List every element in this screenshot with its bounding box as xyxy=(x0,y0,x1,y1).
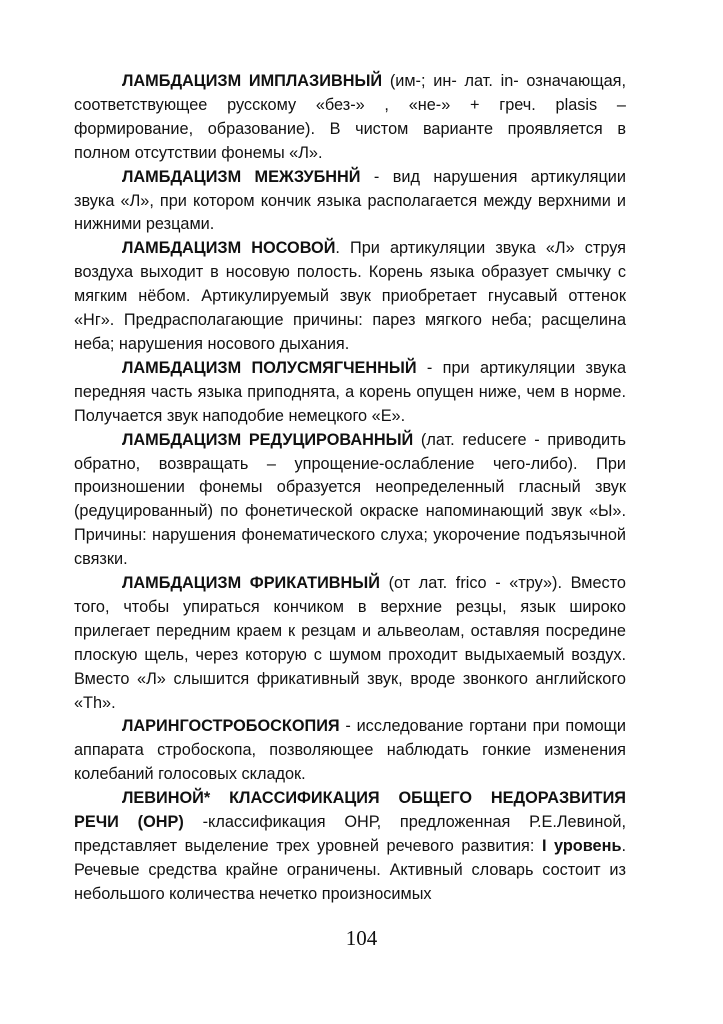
entry-levina-classification xyxy=(74,787,626,907)
entry-lambdacism-interdental xyxy=(74,166,626,238)
entry-term: ЛАМБДАЦИЗМ ПОЛУСМЯГЧЕННЫЙ xyxy=(122,358,417,377)
entry-laryngostroboscopy xyxy=(74,715,626,787)
entry-lambdacism-reduced xyxy=(74,429,626,572)
entry-definition: (им-; ин- лат. in- означающая, соответствующее русскому «без-» , «не-» + греч. plasis – формирование, образование). В чистом варианте проявляется в полном отсутствии фонемы «Л». xyxy=(74,72,626,162)
entry-term: ЛАМБДАЦИЗМ МЕЖЗУБННЙ xyxy=(122,167,361,186)
entry-term: ЛАМБДАЦИЗМ ИМПЛАЗИВНЫЙ xyxy=(122,72,383,90)
entry-definition: . При артикуляции звука «Л» струя воздуха выходит в носовую полость. Корень языка образует смычку с мягким нёбом. Артикулируемый звук приобретает гнусавый оттенок «Нг». Предрасполагающие причины: парез мягкого неба; расщелина неба; нарушения носового дыхания. xyxy=(74,239,626,353)
entry-lambdacism-implosive xyxy=(74,70,626,166)
entry-lambdacism-fricative xyxy=(74,572,626,715)
entry-term: ЛЕВИНОЙ* КЛАССИФИКАЦИЯ ОБЩЕГО НЕДОРАЗВИТИЯ РЕЧИ (ОНР) xyxy=(74,789,626,832)
entry-term: ЛАМБДАЦИЗМ РЕДУЦИРОВАННЫЙ xyxy=(122,430,414,449)
entry-definition: (от лат. frico - «тру»). Вместо того, чтобы упираться кончиком в верхние резцы, язык широко прилегает передним краем к резцам и альвеолам, оставляя посредине плоскую щель, через которую с шумом проходит выдыхаемый воздух. Вместо «Л» слышится фрикативный звук, вроде звонкого английского «Th». xyxy=(74,574,626,712)
entry-lambdacism-nasal xyxy=(74,237,626,357)
entry-term: ЛАМБДАЦИЗМ ФРИКАТИВНЫЙ xyxy=(122,574,380,593)
entry-definition-continued: . Речевые средства крайне ограничены. Активный словарь состоит из небольшого количества нечетко произносимых xyxy=(74,837,626,903)
entry-lambdacism-semisoftened xyxy=(74,357,626,429)
entry-definition: (лат. reducere - приводить обратно, возвращать – упрощение-ослабление чего-либо). При произношении фонемы образуется неопределенный гласный звук (редуцированный) по фонетической окраске напоминающий звук «Ы». Причины: нарушения фонематического слуха; укорочение подъязычной связки. xyxy=(74,430,627,569)
entry-term: ЛАРИНГОСТРОБОСКОПИЯ xyxy=(122,717,340,736)
document-body xyxy=(74,70,626,907)
entry-definition: - исследование гортани при помощи аппарата стробоскопа, позволяющее наблюдать гонкие изменения колебаний голосовых складок. xyxy=(74,717,626,784)
entry-definition: -классификация ОНР, предложенная Р.Е.Левиной, представляет выделение трех уровней речевого развития: xyxy=(74,813,626,855)
level-label: I уровень xyxy=(541,837,622,855)
page-number: 104 xyxy=(345,926,378,950)
entry-definition: - вид нарушения артикуляции звука «Л», при котором кончик языка располагается между верхними и нижними резцами. xyxy=(74,167,627,234)
entry-term: ЛАМБДАЦИЗМ НОСОВОЙ xyxy=(122,239,336,258)
entry-definition: - при артикуляции звука передняя часть языка приподнята, а корень опущен ниже, чем в норме. Получается звук наподобие немецкого «Е». xyxy=(74,358,626,425)
